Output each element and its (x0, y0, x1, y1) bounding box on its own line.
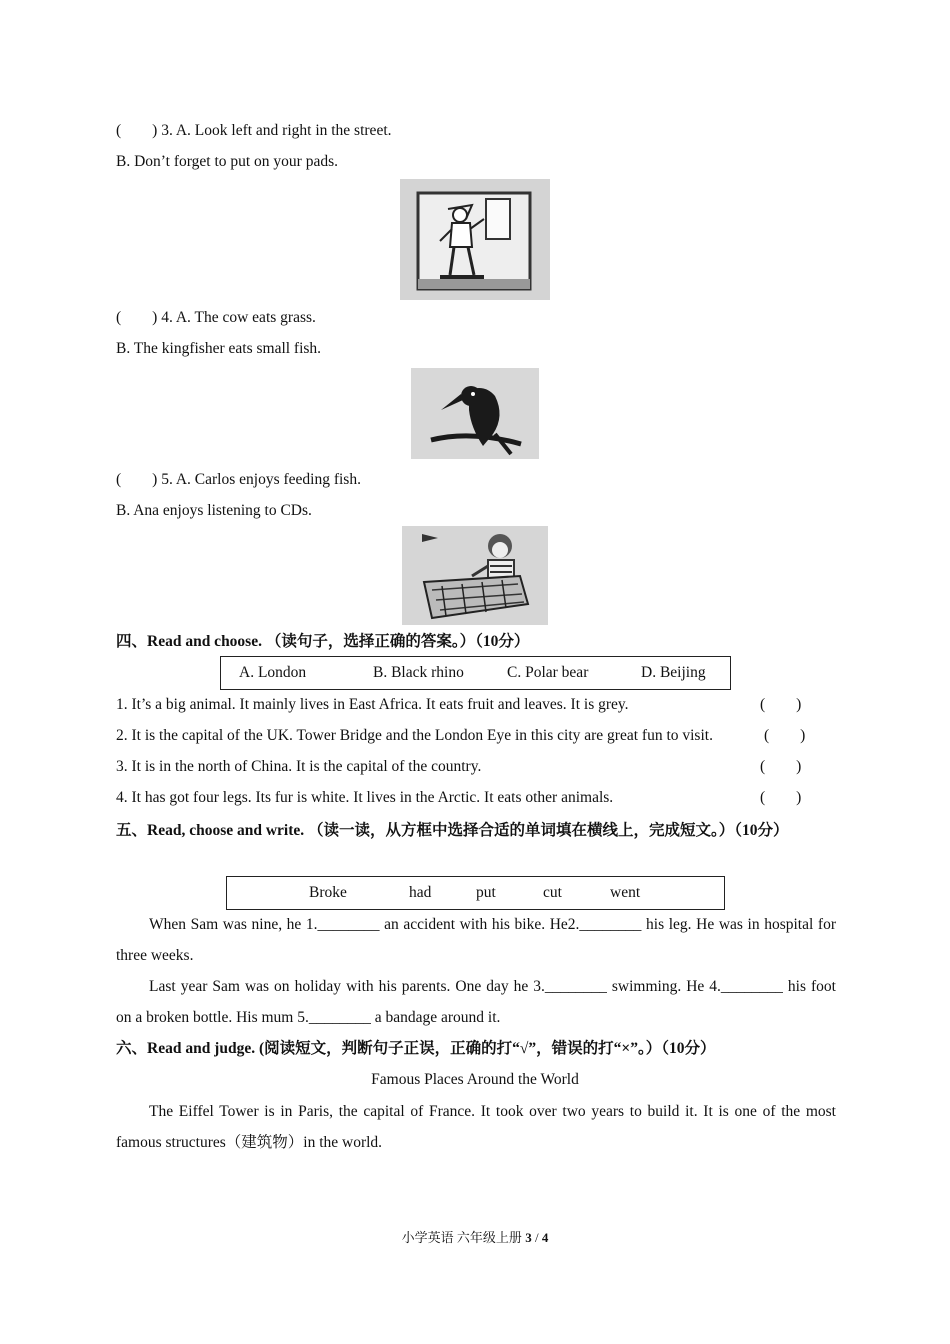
section-instruction: (阅读短文，判断句子正误，正确的打“√”，错误的打“×”。）（10分） (258, 1040, 716, 1057)
section-5-heading (116, 815, 836, 846)
word-bank-item: went (610, 884, 641, 901)
item-4-option-b: B. The kingfisher eats small fish. (116, 340, 322, 357)
answer-paren[interactable]: ( ) (116, 309, 158, 326)
word-bank-item: had (409, 884, 432, 901)
option-a: A. London (239, 664, 307, 681)
question-2: 2. It is the capital of the UK. Tower Bridge and the London Eye in this city are great fun to visit. (116, 727, 713, 744)
page-footer (0, 1227, 950, 1246)
page-total: 4 (541, 1230, 549, 1245)
question-4: 4. It has got four legs. Its fur is white. It lives in the Arctic. It eats other animals. (116, 789, 614, 806)
item-5-option-b: B. Ana enjoys listening to CDs. (116, 502, 312, 519)
section-6-heading (116, 1039, 715, 1059)
passage-paragraph: The Eiffel Tower is in Paris, the capital of France. It took over two years to build it. It is one of the most famous structures（建筑物）in the world. (116, 1103, 836, 1151)
answer-paren[interactable]: ( ) (116, 122, 158, 139)
passage-title: Famous Places Around the World (371, 1071, 579, 1088)
word-bank-item: Broke (309, 884, 347, 901)
item-4-option-a-line (116, 308, 316, 328)
answer-paren[interactable]: ( ) (760, 696, 802, 713)
section-4-heading (116, 632, 529, 652)
answer-paren[interactable]: ( ) (760, 789, 802, 806)
answer-options-box (220, 656, 731, 690)
question-1: 1. It’s a big animal. It mainly lives in East Africa. It eats fruit and leaves. It is grey. (116, 696, 629, 713)
word-bank-item: cut (543, 884, 562, 901)
section-title: 五、Read, choose and write. (116, 822, 305, 839)
boy-fish-tank-icon (402, 526, 548, 625)
answer-paren[interactable]: ( ) (760, 758, 802, 775)
answer-paren[interactable]: ( ) (116, 471, 158, 488)
word-bank-box (226, 876, 725, 910)
section-title: 四、Read and choose. (116, 633, 262, 650)
item-3-option-b: B. Don’t forget to put on your pads. (116, 153, 339, 170)
passage-paragraph-2: Last year Sam was on holiday with his parents. One day he 3.________ swimming. He 4.________ his foot on a broken bottle. His mum 5.________ a bandage around it. (116, 978, 836, 1026)
section-instruction: （读一读，从方框中选择合适的单词填在横线上，完成短文。）（10分） (308, 822, 789, 839)
option-c: C. Polar bear (507, 664, 589, 681)
answer-paren[interactable]: ( ) (764, 727, 806, 744)
option-a-text: 5. A. Carlos enjoys feeding fish. (161, 471, 361, 488)
section-title: 六、Read and judge. (116, 1040, 256, 1057)
page-number: 3 (525, 1230, 532, 1245)
kingfisher-bird-icon (411, 368, 539, 459)
skater-figure-icon (400, 179, 550, 300)
section-instruction: （读句子，选择正确的答案。）（10分） (265, 633, 530, 650)
option-a-text: 3. A. Look left and right in the street. (161, 122, 392, 139)
passage-paragraph-1: When Sam was nine, he 1.________ an accident with his bike. He2.________ his leg. He was in hospital for three weeks. (116, 916, 836, 964)
option-d: D. Beijing (641, 664, 706, 681)
item-3-option-a-line (116, 121, 392, 141)
word-bank-item: put (476, 884, 496, 901)
page-separator: / (534, 1230, 539, 1245)
option-b: B. Black rhino (373, 664, 464, 681)
question-3: 3. It is in the north of China. It is the capital of the country. (116, 758, 482, 775)
item-5-option-a-line (116, 470, 361, 490)
footer-label: 小学英语 六年级上册 (401, 1230, 522, 1245)
option-a-text: 4. A. The cow eats grass. (161, 309, 316, 326)
